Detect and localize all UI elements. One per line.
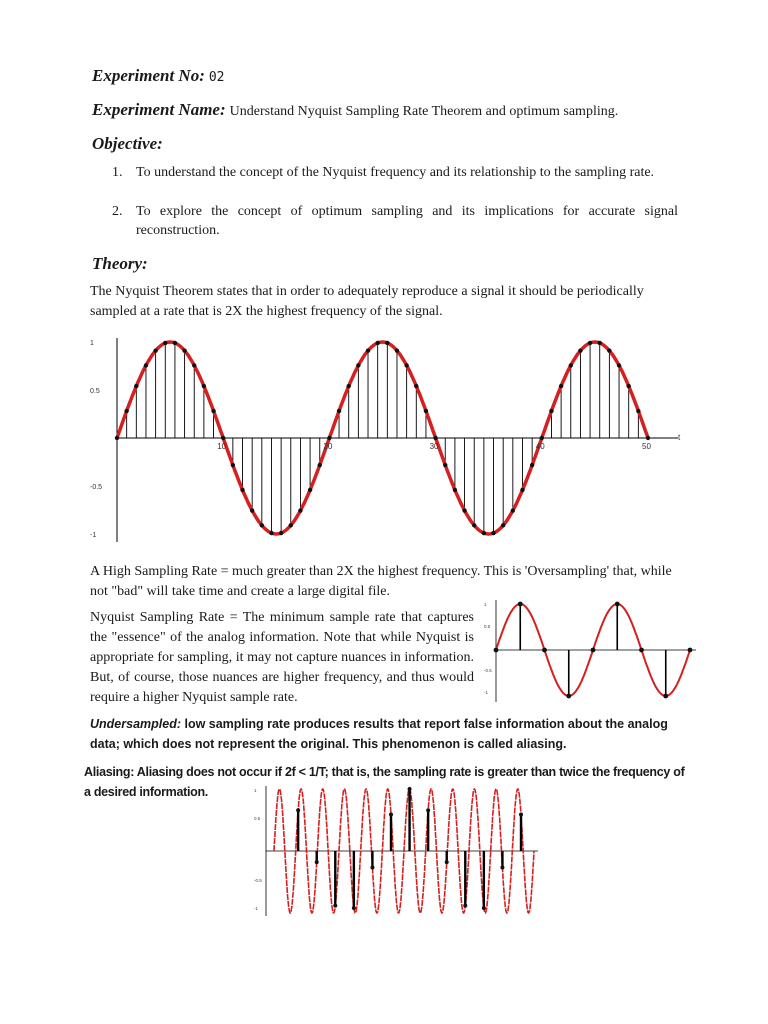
objective-item-1-text: To understand the concept of the Nyquist frequency and its relationship to the sampling rate.: [136, 165, 655, 180]
chart2-point: [566, 694, 571, 699]
chart1-point: [347, 384, 351, 388]
chart1-point: [153, 348, 157, 352]
chart1-point: [395, 348, 399, 352]
undersampled-label: Undersampled:: [90, 717, 181, 731]
chart3-tick-labels: [254, 788, 262, 911]
chart1-point: [559, 384, 563, 388]
chart1-ytick: -0.5: [90, 484, 103, 491]
chart2-point: [518, 602, 523, 607]
chart1-ytick: 1: [90, 340, 94, 347]
chart1-point: [414, 384, 418, 388]
objective-heading: Objective:: [92, 134, 163, 153]
chart1-point: [124, 409, 128, 413]
chart1-point: [385, 341, 389, 345]
chart1-point: [202, 384, 206, 388]
chart2-point: [663, 694, 668, 699]
chart1-point: [318, 463, 322, 467]
chart1-point: [626, 384, 630, 388]
chart1-point: [115, 436, 119, 440]
chart3-ytick: 1: [254, 788, 257, 793]
chart-oversampling: [88, 330, 688, 550]
chart1-point: [337, 409, 341, 413]
experiment-number-value: 02: [208, 70, 225, 85]
chart3-point: [463, 904, 467, 908]
chart1-point: [173, 341, 177, 345]
chart1-point: [211, 409, 215, 413]
chart1-xtick: 20: [323, 442, 333, 451]
chart1-point: [433, 436, 437, 440]
chart1-point: [279, 531, 283, 535]
experiment-name: [92, 100, 618, 120]
objective-item-2: [112, 202, 678, 240]
chart2-ytick: 0.5: [484, 624, 491, 629]
chart1-point: [240, 488, 244, 492]
chart3-point: [482, 906, 486, 910]
chart1-point: [511, 508, 515, 512]
objective-item-1-number: 1.: [112, 165, 123, 180]
chart-aliasing: [254, 782, 554, 920]
chart1-point: [144, 363, 148, 367]
chart3-point: [370, 865, 374, 869]
chart1-point: [182, 348, 186, 352]
theory-intro: The Nyquist Theorem states that in order to adequately reproduce a signal it should be periodically sampled at a rate that is 2X the highest frequency of the signal.: [90, 284, 644, 319]
theory-heading: Theory:: [92, 254, 148, 273]
experiment-name-value: Understand Nyquist Sampling Rate Theorem and optimum sampling.: [229, 104, 619, 119]
chart1-point: [308, 488, 312, 492]
experiment-name-label: Experiment Name:: [92, 100, 226, 119]
chart2-ytick: -0.5: [484, 668, 492, 673]
chart1-point: [646, 436, 650, 440]
chart2-ytick: 1: [484, 602, 487, 607]
chart1-point: [453, 488, 457, 492]
chart1-point: [231, 463, 235, 467]
chart3-point: [519, 813, 523, 817]
chart1-point: [578, 348, 582, 352]
chart1-point: [549, 409, 553, 413]
aliasing-paragraph: Aliasing: Aliasing does not occur if 2f < 1/T; that is, the sampling rate is greater than twice the frequency of a desired information.: [84, 765, 685, 799]
chart2-ytick: -1: [484, 690, 489, 695]
high-sampling-rate-text: A High Sampling Rate = much greater than 2X the highest frequency. This is 'Oversampling' that, while not "bad" will take time and create a large digital file.: [90, 564, 672, 599]
chart2-point: [639, 648, 644, 653]
chart1-point: [491, 531, 495, 535]
chart1-point: [163, 341, 167, 345]
chart1-xtick: 50: [642, 442, 651, 451]
chart1-point: [424, 409, 428, 413]
chart1-point: [530, 463, 534, 467]
chart1-point: [298, 508, 302, 512]
chart1-point: [443, 463, 447, 467]
chart1-point: [289, 523, 293, 527]
chart3-ytick: -0.5: [254, 878, 262, 883]
chart2-point: [591, 648, 596, 653]
chart3-point: [296, 808, 300, 812]
chart1-point: [482, 531, 486, 535]
chart3-point: [408, 787, 412, 791]
chart1-point: [375, 341, 379, 345]
chart3-point: [389, 813, 393, 817]
chart1-point: [327, 436, 331, 440]
chart1-point: [617, 363, 621, 367]
chart1-point: [501, 523, 505, 527]
chart2-point: [615, 602, 620, 607]
chart1-axes: [117, 338, 678, 542]
chart1-xtick: 40: [535, 442, 545, 451]
chart3-point: [500, 865, 504, 869]
undersampled-paragraph: [90, 714, 690, 754]
chart1-point: [192, 363, 196, 367]
objective-item-2-text: To explore the concept of optimum sampling and its implications for accurate signal reconstruction.: [136, 204, 678, 238]
chart3-point: [315, 860, 319, 864]
chart1-tick-labels: [90, 340, 681, 539]
chart1-xtick: 10: [217, 442, 227, 451]
chart1-point: [250, 508, 254, 512]
chart1-point: [221, 436, 225, 440]
experiment-number-label: Experiment No:: [92, 66, 205, 85]
chart1-ytick: 0.5: [90, 388, 100, 395]
chart1-point: [260, 523, 264, 527]
chart1-point: [607, 348, 611, 352]
nyquist-sampling-rate-text: Nyquist Sampling Rate = The minimum sample rate that captures the "essence" of the analog information. Note that while Nyquist is appropriate for sampling, it may not capture nuances in information. But, of course, those nuances are higher frequency, and thus would require a higher Nyquist sample rate.: [90, 610, 474, 705]
chart3-point: [445, 860, 449, 864]
chart1-xlabel: t: [678, 433, 681, 442]
chart1-point: [472, 523, 476, 527]
chart3-point: [352, 906, 356, 910]
chart3-point: [333, 904, 337, 908]
chart2-tick-labels: [484, 602, 492, 695]
chart2-point: [542, 648, 547, 653]
chart-nyquist: [484, 598, 704, 704]
chart1-point: [366, 348, 370, 352]
chart1-point: [540, 436, 544, 440]
chart3-ytick: -1: [254, 906, 259, 911]
chart2-point: [688, 648, 693, 653]
chart2-point: [494, 648, 499, 653]
chart1-point: [356, 363, 360, 367]
chart1-point: [462, 508, 466, 512]
chart1-xtick: 30: [429, 442, 439, 451]
undersampled-text: low sampling rate produces results that report false information about the analog data; which does not represent the original. This phenomenon is called aliasing.: [90, 717, 668, 751]
chart1-point: [569, 363, 573, 367]
experiment-number: [92, 66, 225, 86]
chart1-point: [598, 341, 602, 345]
chart1-point: [636, 409, 640, 413]
chart1-point: [520, 488, 524, 492]
chart3-point: [426, 808, 430, 812]
chart1-point: [588, 341, 592, 345]
chart1-point: [134, 384, 138, 388]
chart1-point: [269, 531, 273, 535]
objective-item-2-number: 2.: [112, 204, 123, 219]
chart1-point: [404, 363, 408, 367]
chart3-ytick: 0.5: [254, 816, 261, 821]
chart1-ytick: -1: [90, 532, 97, 539]
objective-item-1: [112, 163, 678, 182]
